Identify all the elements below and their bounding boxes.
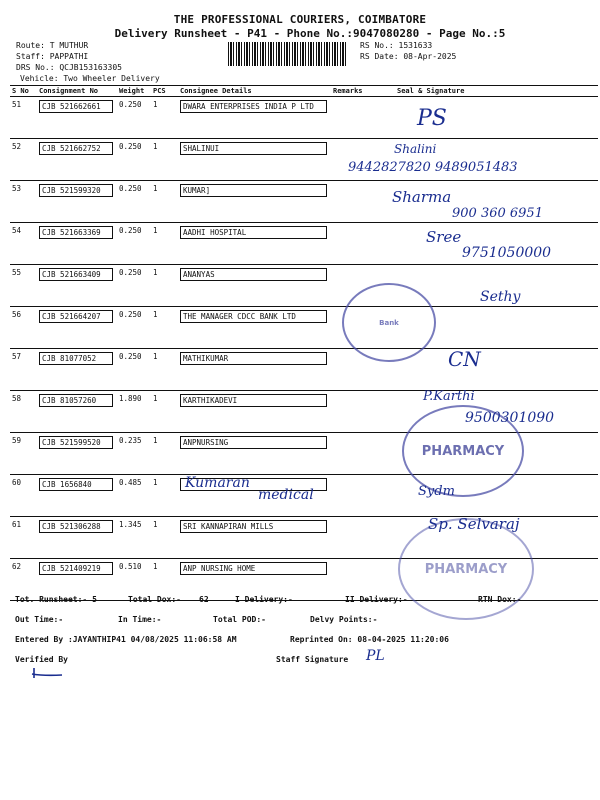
sno-cell: 52 bbox=[10, 139, 37, 181]
pcs-cell: 1 bbox=[151, 559, 178, 601]
pcs-cell: 1 bbox=[151, 391, 178, 433]
pcs-cell: 1 bbox=[151, 139, 178, 181]
handwritten-phone-54: 9751050000 bbox=[462, 245, 552, 261]
verified-signature-mark bbox=[30, 666, 66, 682]
consignee-cell: MATHIKUMAR bbox=[180, 352, 327, 365]
handwritten-sign-54: Sree bbox=[426, 228, 462, 246]
company-title: THE PROFESSIONAL COURIERS, COIMBATORE bbox=[173, 13, 427, 26]
col-consignment: Consignment No bbox=[37, 86, 117, 97]
staff-signature: PL bbox=[366, 648, 385, 664]
entered-by: Entered By :JAYANTHIP41 04/08/2025 11:06:58 AM bbox=[15, 635, 237, 644]
pcs-cell: 1 bbox=[151, 223, 178, 265]
total-dox-label: Total Dox:- bbox=[128, 595, 181, 604]
bank-stamp bbox=[342, 283, 436, 362]
pcs-cell: 1 bbox=[151, 97, 178, 139]
staff-signature-label: Staff Signature bbox=[276, 655, 349, 664]
sno-cell: 58 bbox=[10, 391, 37, 433]
sno-cell: 55 bbox=[10, 265, 37, 307]
handwritten-consignee-60b: medical bbox=[258, 487, 314, 503]
sno-cell: 53 bbox=[10, 181, 37, 223]
col-pcs: PCS bbox=[151, 86, 178, 97]
handwritten-consignee-60: Kumaran bbox=[185, 475, 250, 491]
sno-cell: 61 bbox=[10, 517, 37, 559]
pcs-cell: 1 bbox=[151, 181, 178, 223]
sno-cell: 56 bbox=[10, 307, 37, 349]
col-remarks: Remarks bbox=[331, 86, 369, 97]
ii-delivery-label: II Delivery:- bbox=[345, 595, 408, 604]
nursing-stamp bbox=[398, 518, 534, 620]
pcs-cell: 1 bbox=[151, 433, 178, 475]
sno-cell: 59 bbox=[10, 433, 37, 475]
pcs-cell: 1 bbox=[151, 349, 178, 391]
sno-cell: 54 bbox=[10, 223, 37, 265]
consignee-cell: ANP NURSING HOME bbox=[180, 562, 327, 575]
sno-cell: 62 bbox=[10, 559, 37, 601]
weight-cell: 0.250 bbox=[117, 265, 151, 307]
handwritten-phone-53: 900 360 6951 bbox=[452, 206, 543, 221]
weight-cell: 0.510 bbox=[117, 559, 151, 601]
consignee-cell: ANPNURSING bbox=[180, 436, 327, 449]
verified-by-label: Verified By bbox=[15, 655, 68, 664]
pcs-cell: 1 bbox=[151, 517, 178, 559]
weight-cell: 0.250 bbox=[117, 181, 151, 223]
consignment-cell: CJB 521664207 bbox=[39, 310, 113, 323]
handwritten-sign-61: Sp. Selvaraj bbox=[428, 515, 520, 533]
consignee-cell: KARTHIKADEVI bbox=[180, 394, 327, 407]
consignment-cell: CJB 1656840 bbox=[39, 478, 113, 491]
col-weight: Weight bbox=[117, 86, 151, 97]
consignment-cell: CJB 521306288 bbox=[39, 520, 113, 533]
consignment-cell: CJB 521409219 bbox=[39, 562, 113, 575]
weight-cell: 1.345 bbox=[117, 517, 151, 559]
pharmacy-stamp-text: PHARMACY bbox=[421, 443, 505, 459]
consignee-cell: SHALINUI bbox=[180, 142, 327, 155]
i-delivery-label: I Delivery:- bbox=[235, 595, 293, 604]
out-time-label: Out Time:- bbox=[15, 615, 64, 624]
rtn-dox-label: RTN Dox:- bbox=[478, 595, 522, 604]
table-row bbox=[10, 349, 598, 391]
staff-label: Staff: PAPPATHI bbox=[16, 52, 89, 61]
table-row bbox=[10, 307, 598, 349]
consignment-cell: CJB 81077052 bbox=[39, 352, 113, 365]
consignment-cell: CJB 521663409 bbox=[39, 268, 113, 281]
weight-cell: 0.250 bbox=[117, 223, 151, 265]
weight-cell: 0.250 bbox=[117, 349, 151, 391]
pcs-cell: 1 bbox=[151, 475, 178, 517]
in-time-label: In Time:- bbox=[118, 615, 162, 624]
consignment-cell: CJB 521662661 bbox=[39, 100, 113, 113]
nursing-stamp-text: PHARMACY bbox=[424, 561, 508, 577]
consignee-cell: SRI KANNAPIRAN MILLS bbox=[180, 520, 327, 533]
weight-cell: 0.250 bbox=[117, 139, 151, 181]
bank-stamp-text: Bank bbox=[379, 318, 399, 327]
runsheet-title: Delivery Runsheet - P41 - Phone No.:9047080280 - Page No.:5 bbox=[114, 27, 506, 40]
consignment-cell: CJB 521599320 bbox=[39, 184, 113, 197]
handwritten-sign-52: Shalini bbox=[394, 142, 437, 156]
consignment-cell: CJB 81057260 bbox=[39, 394, 113, 407]
weight-cell: 0.235 bbox=[117, 433, 151, 475]
consignee-cell: AADHI HOSPITAL bbox=[180, 226, 327, 239]
total-dox-value: 62 bbox=[199, 595, 209, 604]
weight-cell: 0.250 bbox=[117, 307, 151, 349]
rs-no-label: RS No.: 1531633 bbox=[360, 41, 433, 50]
consignee-cell: THE MANAGER CDCC BANK LTD bbox=[180, 310, 327, 323]
sno-cell: 51 bbox=[10, 97, 37, 139]
consignment-cell: CJB 521663369 bbox=[39, 226, 113, 239]
handwritten-sign-53: Sharma bbox=[392, 188, 452, 206]
col-sno: S No bbox=[10, 86, 37, 97]
handwritten-sign-56: Sethy bbox=[480, 289, 521, 305]
handwritten-phone-58: 9500301090 bbox=[465, 410, 555, 426]
pcs-cell: 1 bbox=[151, 307, 178, 349]
sno-cell: 57 bbox=[10, 349, 37, 391]
consignee-cell: DWARA ENTERPRISES INDIA P LTD bbox=[180, 100, 327, 113]
col-signature: Seal & Signature bbox=[369, 86, 598, 97]
pcs-cell: 1 bbox=[151, 265, 178, 307]
handwritten-sign-51: PS bbox=[417, 106, 447, 131]
drs-label: DRS No.: QCJB153163305 bbox=[16, 63, 122, 72]
barcode bbox=[228, 42, 348, 66]
col-consignee: Consignee Details bbox=[178, 86, 331, 97]
tot-runsheet: Tot. Runsheet:- 5 bbox=[15, 595, 97, 604]
reprinted-on: Reprinted On: 08-04-2025 11:20:06 bbox=[290, 635, 449, 644]
table-header-row bbox=[10, 86, 598, 97]
rs-date-label: RS Date: 08-Apr-2025 bbox=[360, 52, 457, 61]
sno-cell: 60 bbox=[10, 475, 37, 517]
handwritten-sign-60: Sydm bbox=[418, 484, 455, 499]
weight-cell: 0.485 bbox=[117, 475, 151, 517]
consignment-cell: CJB 521599520 bbox=[39, 436, 113, 449]
handwritten-sign-58: P.Karthi bbox=[423, 389, 475, 404]
consignment-cell: CJB 521662752 bbox=[39, 142, 113, 155]
total-pod-label: Total POD:- bbox=[213, 615, 266, 624]
weight-cell: 1.890 bbox=[117, 391, 151, 433]
route-label: Route: T MUTHUR bbox=[16, 41, 89, 50]
consignee-cell: KUMAR] bbox=[180, 184, 327, 197]
handwritten-sign-57: CN bbox=[448, 347, 481, 371]
handwritten-phone-52: 9442827820 9489051483 bbox=[348, 160, 518, 175]
weight-cell: 0.250 bbox=[117, 97, 151, 139]
delvy-points-label: Delvy Points:- bbox=[310, 615, 378, 624]
consignee-cell: ANANYAS bbox=[180, 268, 327, 281]
vehicle-label: Vehicle: Two Wheeler Delivery bbox=[20, 74, 160, 83]
table-row bbox=[10, 97, 598, 139]
